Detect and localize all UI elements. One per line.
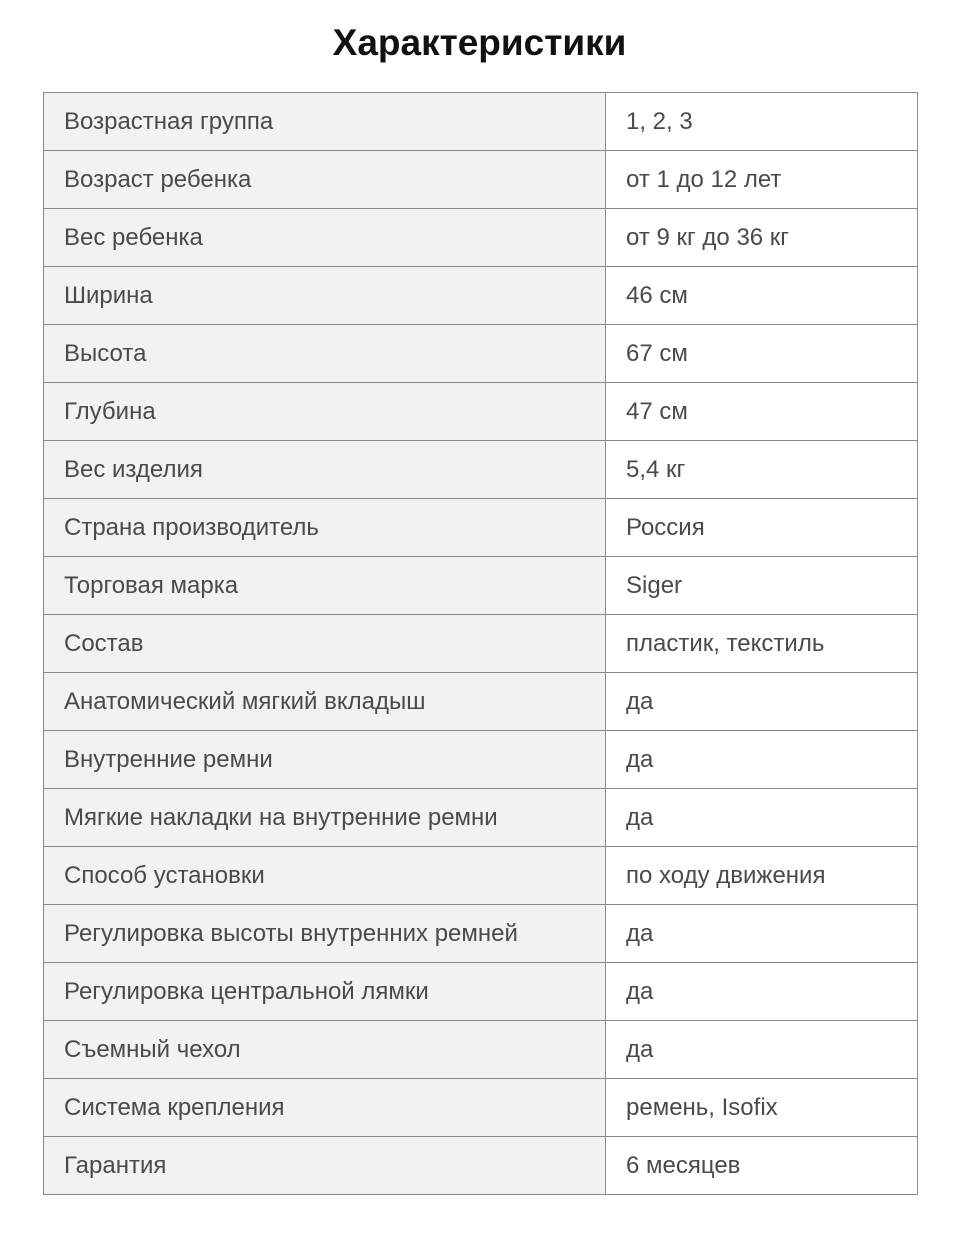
table-row	[44, 1137, 918, 1195]
spec-value: Россия	[606, 499, 918, 557]
spec-value: от 1 до 12 лет	[606, 151, 918, 209]
spec-label: Вес ребенка	[44, 209, 606, 267]
spec-label: Анатомический мягкий вкладыш	[44, 673, 606, 731]
spec-value: ремень, Isofix	[606, 1079, 918, 1137]
spec-value: 47 см	[606, 383, 918, 441]
table-row	[44, 441, 918, 499]
spec-value: да	[606, 1021, 918, 1079]
table-row	[44, 905, 918, 963]
spec-label: Система крепления	[44, 1079, 606, 1137]
table-row	[44, 847, 918, 905]
specs-table	[43, 92, 918, 1195]
spec-value: 46 см	[606, 267, 918, 325]
spec-label: Регулировка высоты внутренних ремней	[44, 905, 606, 963]
spec-value: по ходу движения	[606, 847, 918, 905]
table-row	[44, 1079, 918, 1137]
spec-label: Съемный чехол	[44, 1021, 606, 1079]
spec-label: Мягкие накладки на внутренние ремни	[44, 789, 606, 847]
table-row	[44, 615, 918, 673]
table-row	[44, 789, 918, 847]
spec-label: Страна производитель	[44, 499, 606, 557]
spec-value: да	[606, 731, 918, 789]
spec-value: 6 месяцев	[606, 1137, 918, 1195]
spec-label: Регулировка центральной лямки	[44, 963, 606, 1021]
spec-value: да	[606, 905, 918, 963]
spec-value: да	[606, 673, 918, 731]
spec-label: Возрастная группа	[44, 93, 606, 151]
spec-label: Торговая марка	[44, 557, 606, 615]
table-row	[44, 963, 918, 1021]
table-row	[44, 499, 918, 557]
spec-label: Высота	[44, 325, 606, 383]
table-row	[44, 325, 918, 383]
table-row	[44, 731, 918, 789]
spec-value: да	[606, 963, 918, 1021]
table-row	[44, 93, 918, 151]
table-row	[44, 151, 918, 209]
spec-label: Ширина	[44, 267, 606, 325]
spec-value: да	[606, 789, 918, 847]
table-row	[44, 557, 918, 615]
spec-label: Гарантия	[44, 1137, 606, 1195]
spec-label: Вес изделия	[44, 441, 606, 499]
table-row	[44, 267, 918, 325]
table-row	[44, 1021, 918, 1079]
spec-label: Возраст ребенка	[44, 151, 606, 209]
spec-label: Внутренние ремни	[44, 731, 606, 789]
spec-value: пластик, текстиль	[606, 615, 918, 673]
spec-value: 5,4 кг	[606, 441, 918, 499]
page-title: Характеристики	[332, 22, 627, 63]
spec-label: Способ установки	[44, 847, 606, 905]
specs-table-body	[44, 93, 918, 1195]
spec-value: от 9 кг до 36 кг	[606, 209, 918, 267]
table-row	[44, 209, 918, 267]
spec-label: Состав	[44, 615, 606, 673]
spec-value: 1, 2, 3	[606, 93, 918, 151]
table-row	[44, 673, 918, 731]
spec-value: Siger	[606, 557, 918, 615]
spec-value: 67 см	[606, 325, 918, 383]
spec-label: Глубина	[44, 383, 606, 441]
table-row	[44, 383, 918, 441]
